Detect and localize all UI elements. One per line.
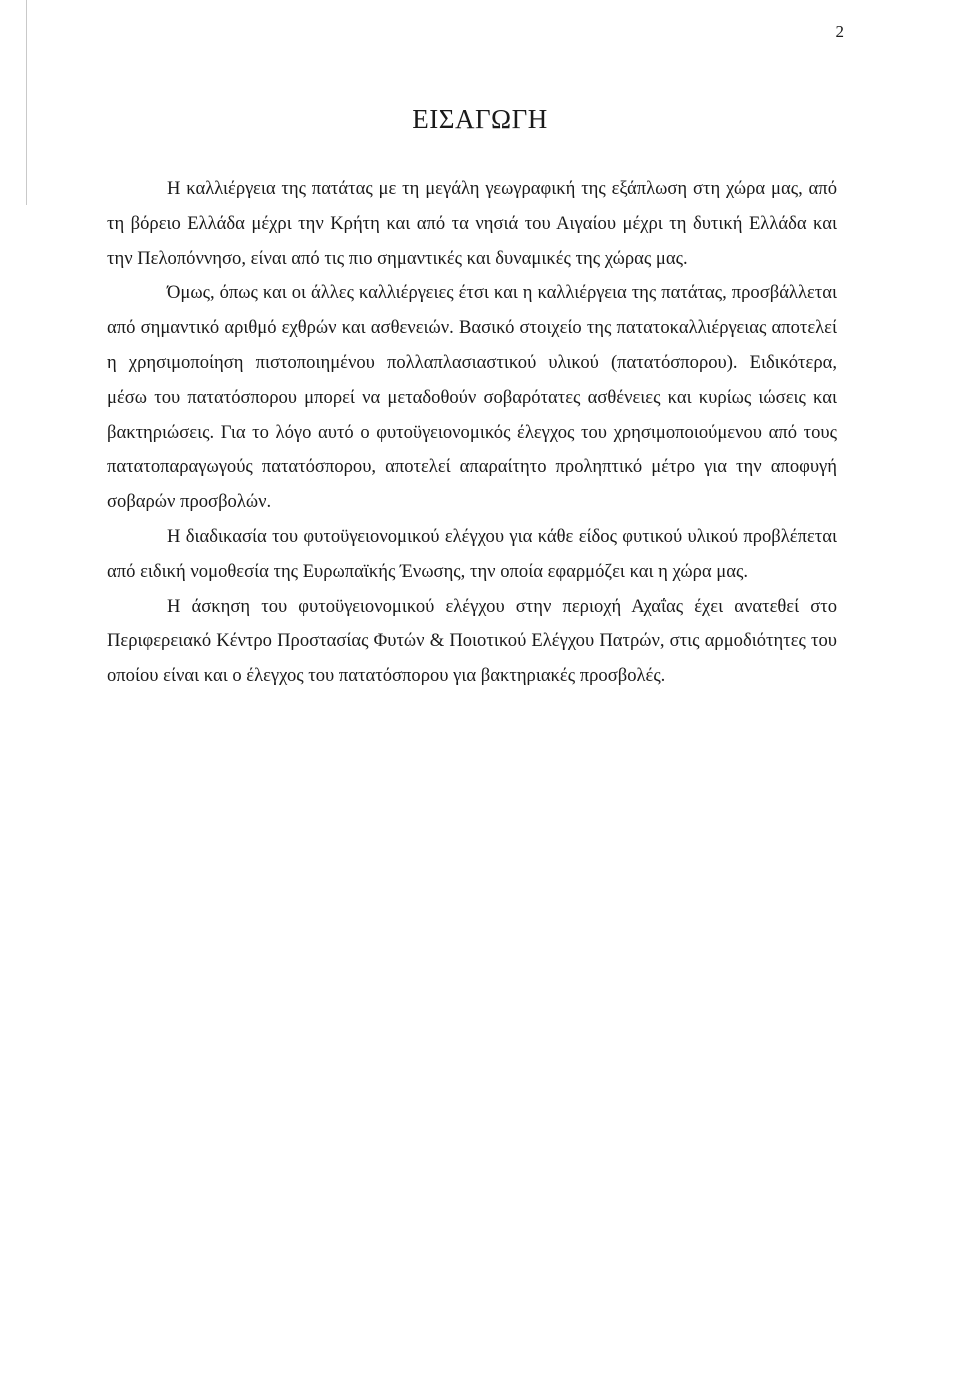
page-number: 2 (835, 22, 844, 41)
page-title: ΕΙΣΑΓΩΓΗ (412, 104, 548, 134)
paragraph: Η άσκηση του φυτοϋγειονομικού ελέγχου στην περιοχή Αχαΐας έχει ανατεθεί στο Περιφερειακό Κέντρο Προστασίας Φυτών & Ποιοτικού Ελέγχου Πατρών, στις αρμοδιότητες του οποίου είναι και ο έλεγχος του πατατόσπορου για βακτηριακές προσβολές. (107, 595, 837, 687)
body-text (107, 172, 837, 694)
paragraph: Όμως, όπως και οι άλλες καλλιέργειες έτσι και η καλλιέργεια της πατάτας, προσβάλλεται από σημαντικό αριθμό εχθρών και ασθενειών. Βασικό στοιχείο της πατατοκαλλιέργειας αποτελεί η χρησιμοποίηση πιστοποιημένου πολλαπλασιαστικού υλικού (πατατόσπορου). Ειδικότερα, μέσω του πατατόσπορου μπορεί να μεταδοθούν σοβαρότατες ασθένειες και κυρίως ιώσεις και βακτηριώσεις. Για το λόγο αυτό ο φυτοϋγειονομικός έλεγχος του χρησιμοποιούμενου από τους πατατοπαραγωγούς πατατόσπορου, αποτελεί απαραίτητο προληπτικό μέτρο για την αποφυγή σοβαρών προσβολών. (107, 282, 837, 513)
paragraph: Η διαδικασία του φυτοϋγειονομικού ελέγχου για κάθε είδος φυτικού υλικού προβλέπεται από ειδική νομοθεσία της Ευρωπαϊκής Ένωσης, την οποία εφαρμόζει και η χώρα μας. (107, 525, 837, 582)
paragraph: Η καλλιέργεια της πατάτας με τη μεγάλη γεωγραφική της εξάπλωση στη χώρα μας, από τη βόρειο Ελλάδα μέχρι την Κρήτη και από τα νησιά του Αιγαίου μέχρι τη δυτική Ελλάδα και την Πελοπόννησο, είναι από τις πιο σημαντικές και δυναμικές της χώρας μας. (107, 178, 837, 269)
margin-line (26, 0, 27, 205)
